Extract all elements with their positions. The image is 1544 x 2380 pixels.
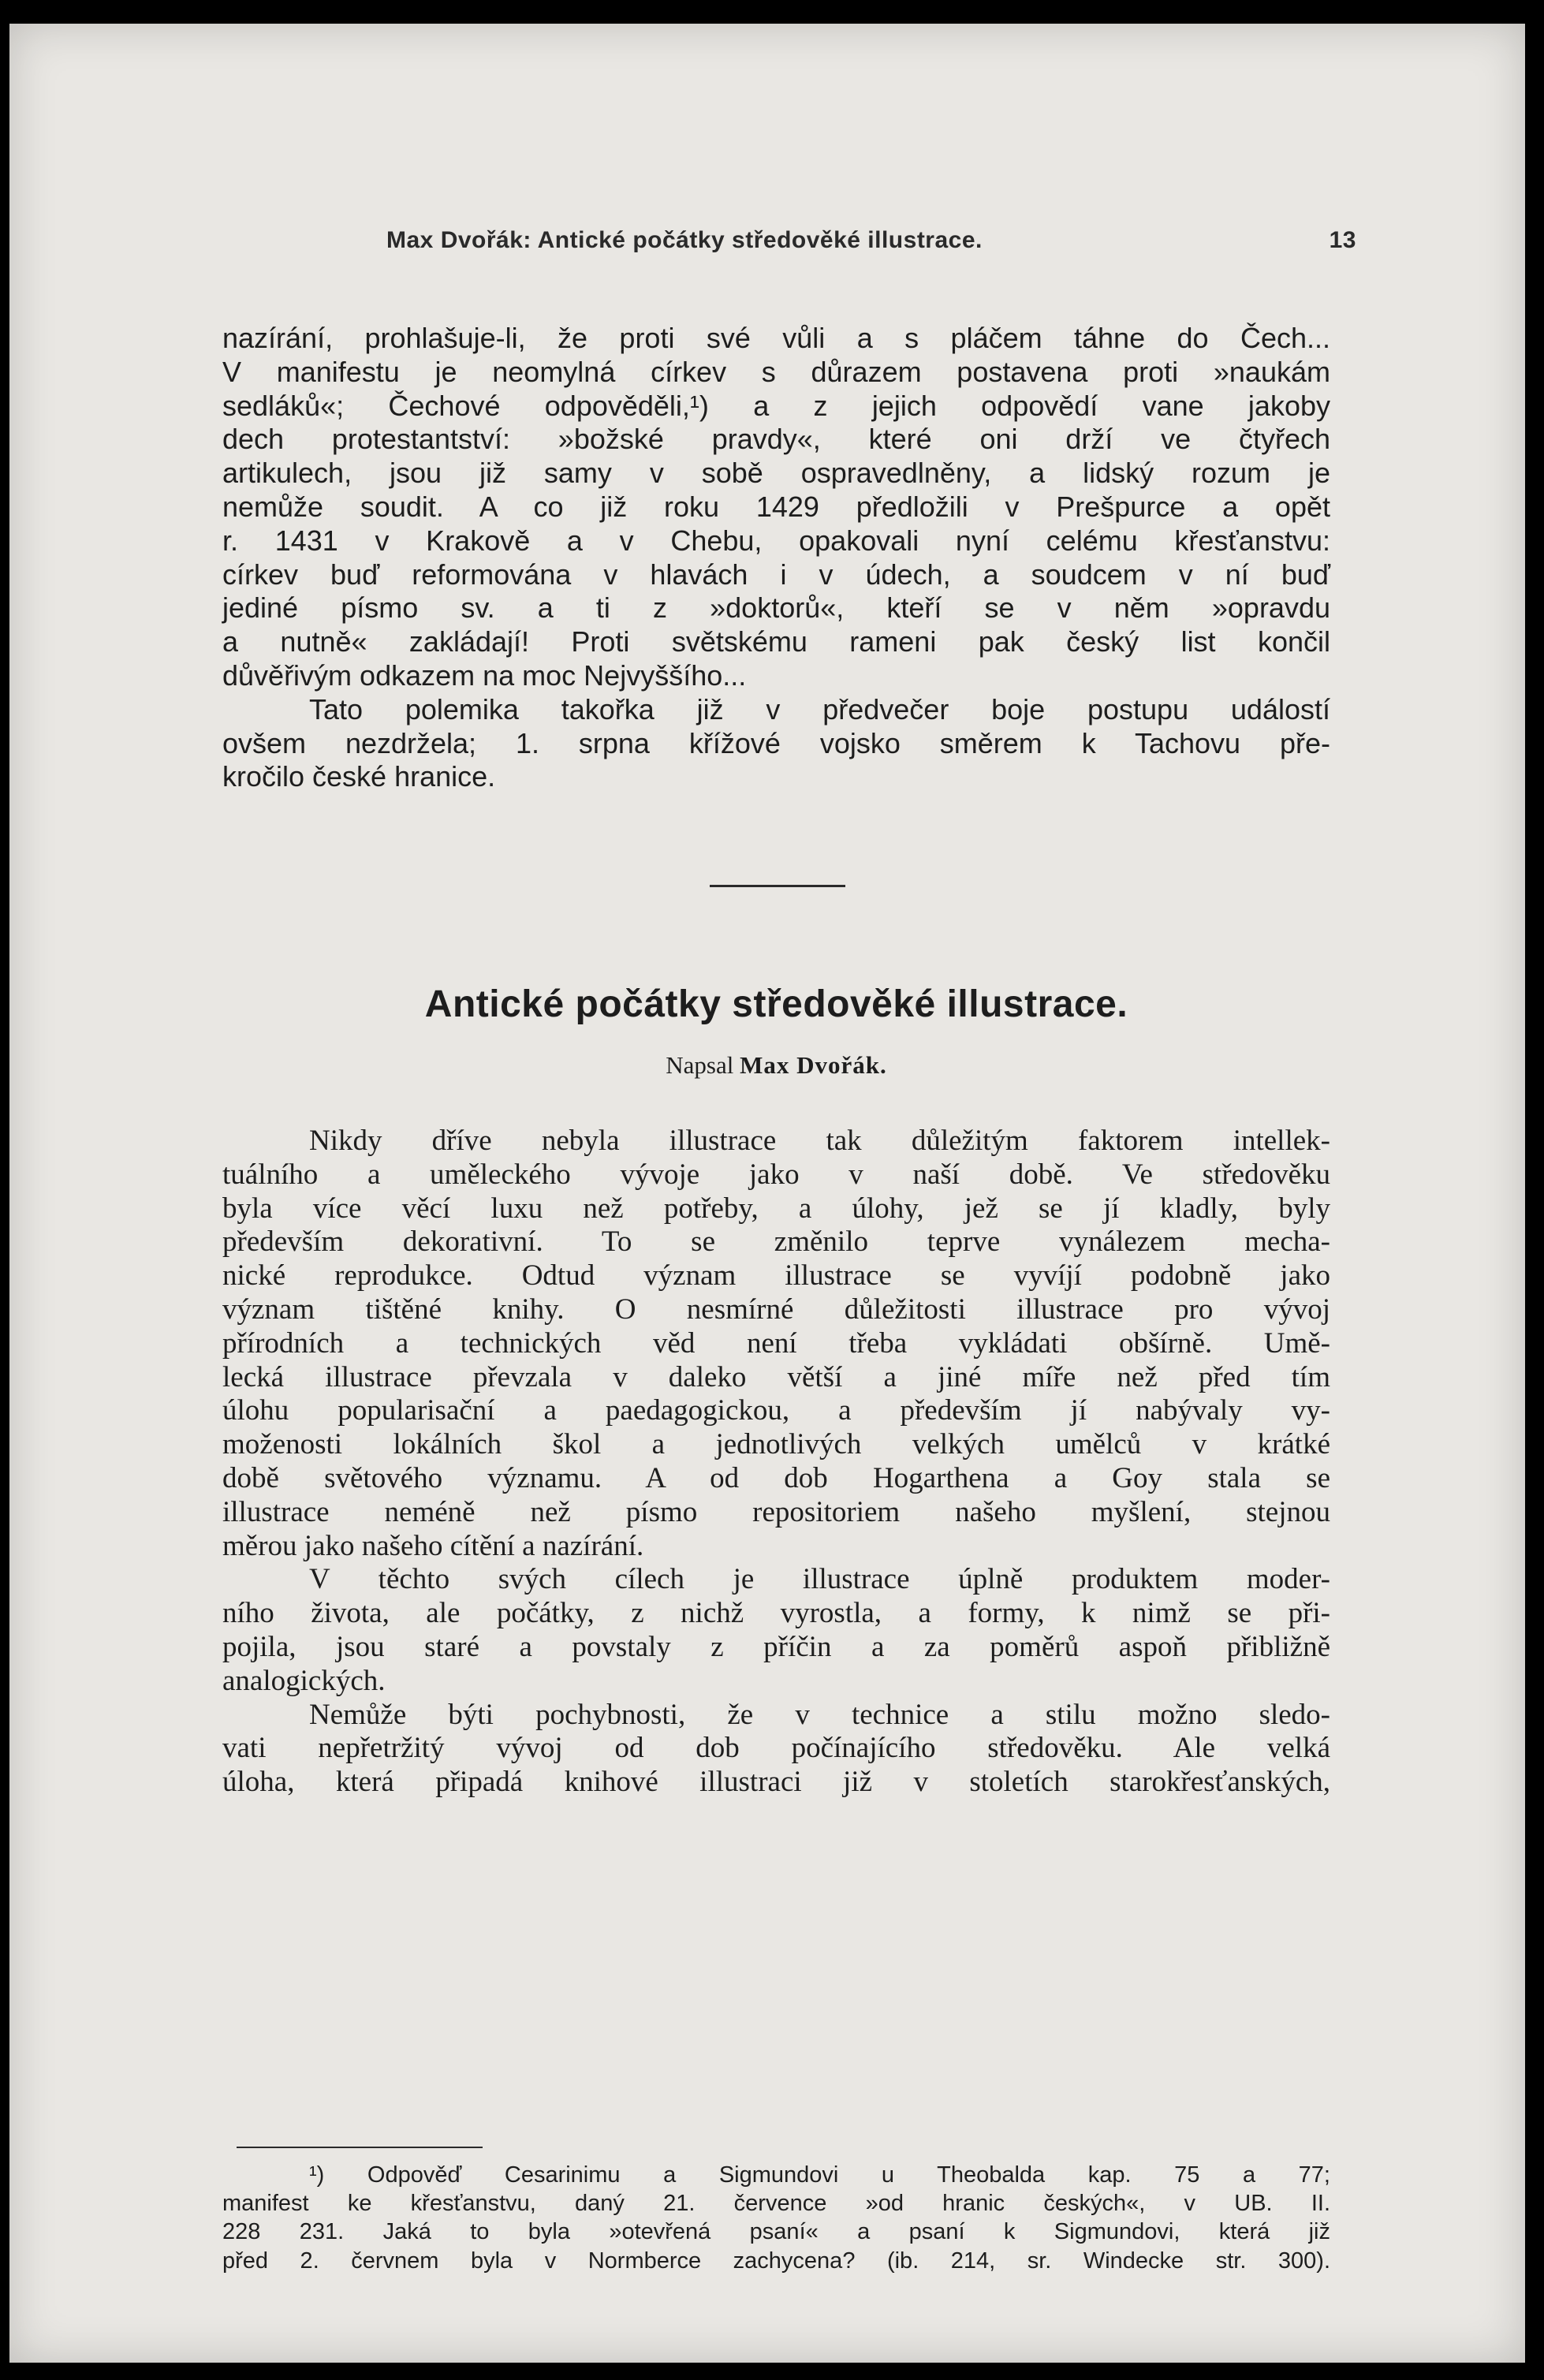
text-line: nazírání, prohlašuje-li, že proti své vůli a s pláčem táhne do Čech... — [222, 322, 1330, 354]
footnote-line: před 2. červnem byla v Normberce zachycena? (ib. 214, sr. Windecke str. 300). — [222, 2248, 1330, 2274]
text-line: přírodních a technických věd není třeba vykládati obšírně. Umě- — [222, 1326, 1330, 1360]
text-line: moženosti lokálních škol a jednotlivých velkých umělců v krátké — [222, 1428, 1330, 1461]
text-line: nemůže soudit. A co již roku 1429 předložili v Prešpurce a opět — [222, 490, 1330, 523]
text-line: úloha, která připadá knihové illustraci již v stoletích starokřesťanských, — [222, 1766, 1330, 1799]
byline — [222, 1051, 1330, 1080]
text-line: lecká illustrace převzala v daleko větší a jiné míře než před tím — [222, 1360, 1330, 1393]
section-divider — [710, 885, 845, 887]
text-line: době světového významu. A od dob Hogarthena a Goy stala se — [222, 1461, 1330, 1494]
footnote-line: ¹) Odpověď Cesarinimu a Sigmundovi u Theobalda kap. 75 a 77; — [309, 2162, 1330, 2188]
text-line: V těchto svých cílech je illustrace úplně produktem moder- — [309, 1563, 1330, 1596]
text-line: illustrace neméně než písmo repositoriem našeho myšlení, stejnou — [222, 1495, 1330, 1528]
article-title: Antické počátky středověké illustrace. — [424, 983, 1128, 1025]
text-line: vati nepřetržitý vývoj od dob počínajícího středověku. Ale velká — [222, 1732, 1330, 1765]
text-line: a nutně« zakládají! Proti světskému rameni pak český list končil — [222, 625, 1330, 658]
text-line: byla více věcí luxu než potřeby, a úlohy, jež se jí kladly, byly — [222, 1192, 1330, 1225]
footnote-line: 228 231. Jaká to byla »otevřená psaní« a psaní k Sigmundovi, která již — [222, 2219, 1330, 2245]
text-line: jediné písmo sv. a ti z »doktorů«, kteří se v něm »opravdu — [222, 591, 1330, 625]
text-line: ního života, ale počátky, z nichž vyrostla, a formy, k nimž se při- — [222, 1597, 1330, 1630]
text-line: církev buď reformována v hlavách i v údech, a soudcem v ní buď — [222, 558, 1330, 591]
running-head — [386, 219, 1356, 267]
text-line: Nemůže býti pochybnosti, že v technice a stilu možno sledo- — [309, 1698, 1330, 1731]
text-line: tuálního a uměleckého vývoje jako v naší době. Ve středověku — [222, 1158, 1330, 1191]
continuation-text — [222, 322, 1330, 794]
byline-author: Max Dvořák. — [740, 1051, 887, 1079]
byline-prefix: Napsal — [666, 1051, 734, 1079]
footnote-rule — [237, 2147, 483, 2148]
text-line: význam tištěné knihy. O nesmírné důležitosti illustrace pro vývoj — [222, 1293, 1330, 1326]
text-line: nické reprodukce. Odtud význam illustrace se vyvíjí podobně jako — [222, 1259, 1330, 1293]
text-line: kročilo české hranice. — [222, 760, 496, 793]
text-line: analogických. — [222, 1664, 386, 1697]
running-head-title: Max Dvořák: Antické počátky středověké illustrace. — [386, 227, 983, 253]
text-line: r. 1431 v Krakově a v Chebu, opakovali nyní celému křesťanstvu: — [222, 524, 1330, 557]
text-line: měrou jako našeho cítění a nazírání. — [222, 1529, 644, 1562]
text-line: sedláků«; Čechové odpověděli,¹) a z jejich odpovědí vane jakoby — [222, 389, 1330, 422]
text-line: důvěřivým odkazem na moc Nejvyššího... — [222, 658, 747, 692]
text-line: Tato polemika takořka již v předvečer boje postupu událostí — [309, 692, 1330, 726]
text-line: především dekorativní. To se změnilo teprve vynálezem mecha- — [222, 1225, 1330, 1259]
article-body — [222, 1125, 1330, 1800]
text-line: ovšem nezdržela; 1. srpna křížové vojsko směrem k Tachovu pře- — [222, 726, 1330, 759]
footnote-line: manifest ke křesťanstvu, daný 21. července »od hranic českých«, v UB. II. — [222, 2191, 1330, 2217]
page-number: 13 — [1329, 227, 1356, 253]
text-line: artikulech, jsou již samy v sobě ospravedlněny, a lidský rozum je — [222, 457, 1330, 490]
text-line: V manifestu je neomylná církev s důrazem postavena proti »naukám — [222, 355, 1330, 388]
text-line: dech protestantství: »božské pravdy«, které oni drží ve čtyřech — [222, 423, 1330, 456]
text-line: Nikdy dříve nebyla illustrace tak důležitým faktorem intellek- — [309, 1125, 1330, 1157]
text-line: pojila, jsou staré a povstaly z příčin a za poměrů aspoň přibližně — [222, 1630, 1330, 1663]
text-line: úlohu popularisační a paedagogickou, a především jí nabývaly vy- — [222, 1394, 1330, 1427]
footnote — [222, 2161, 1330, 2275]
